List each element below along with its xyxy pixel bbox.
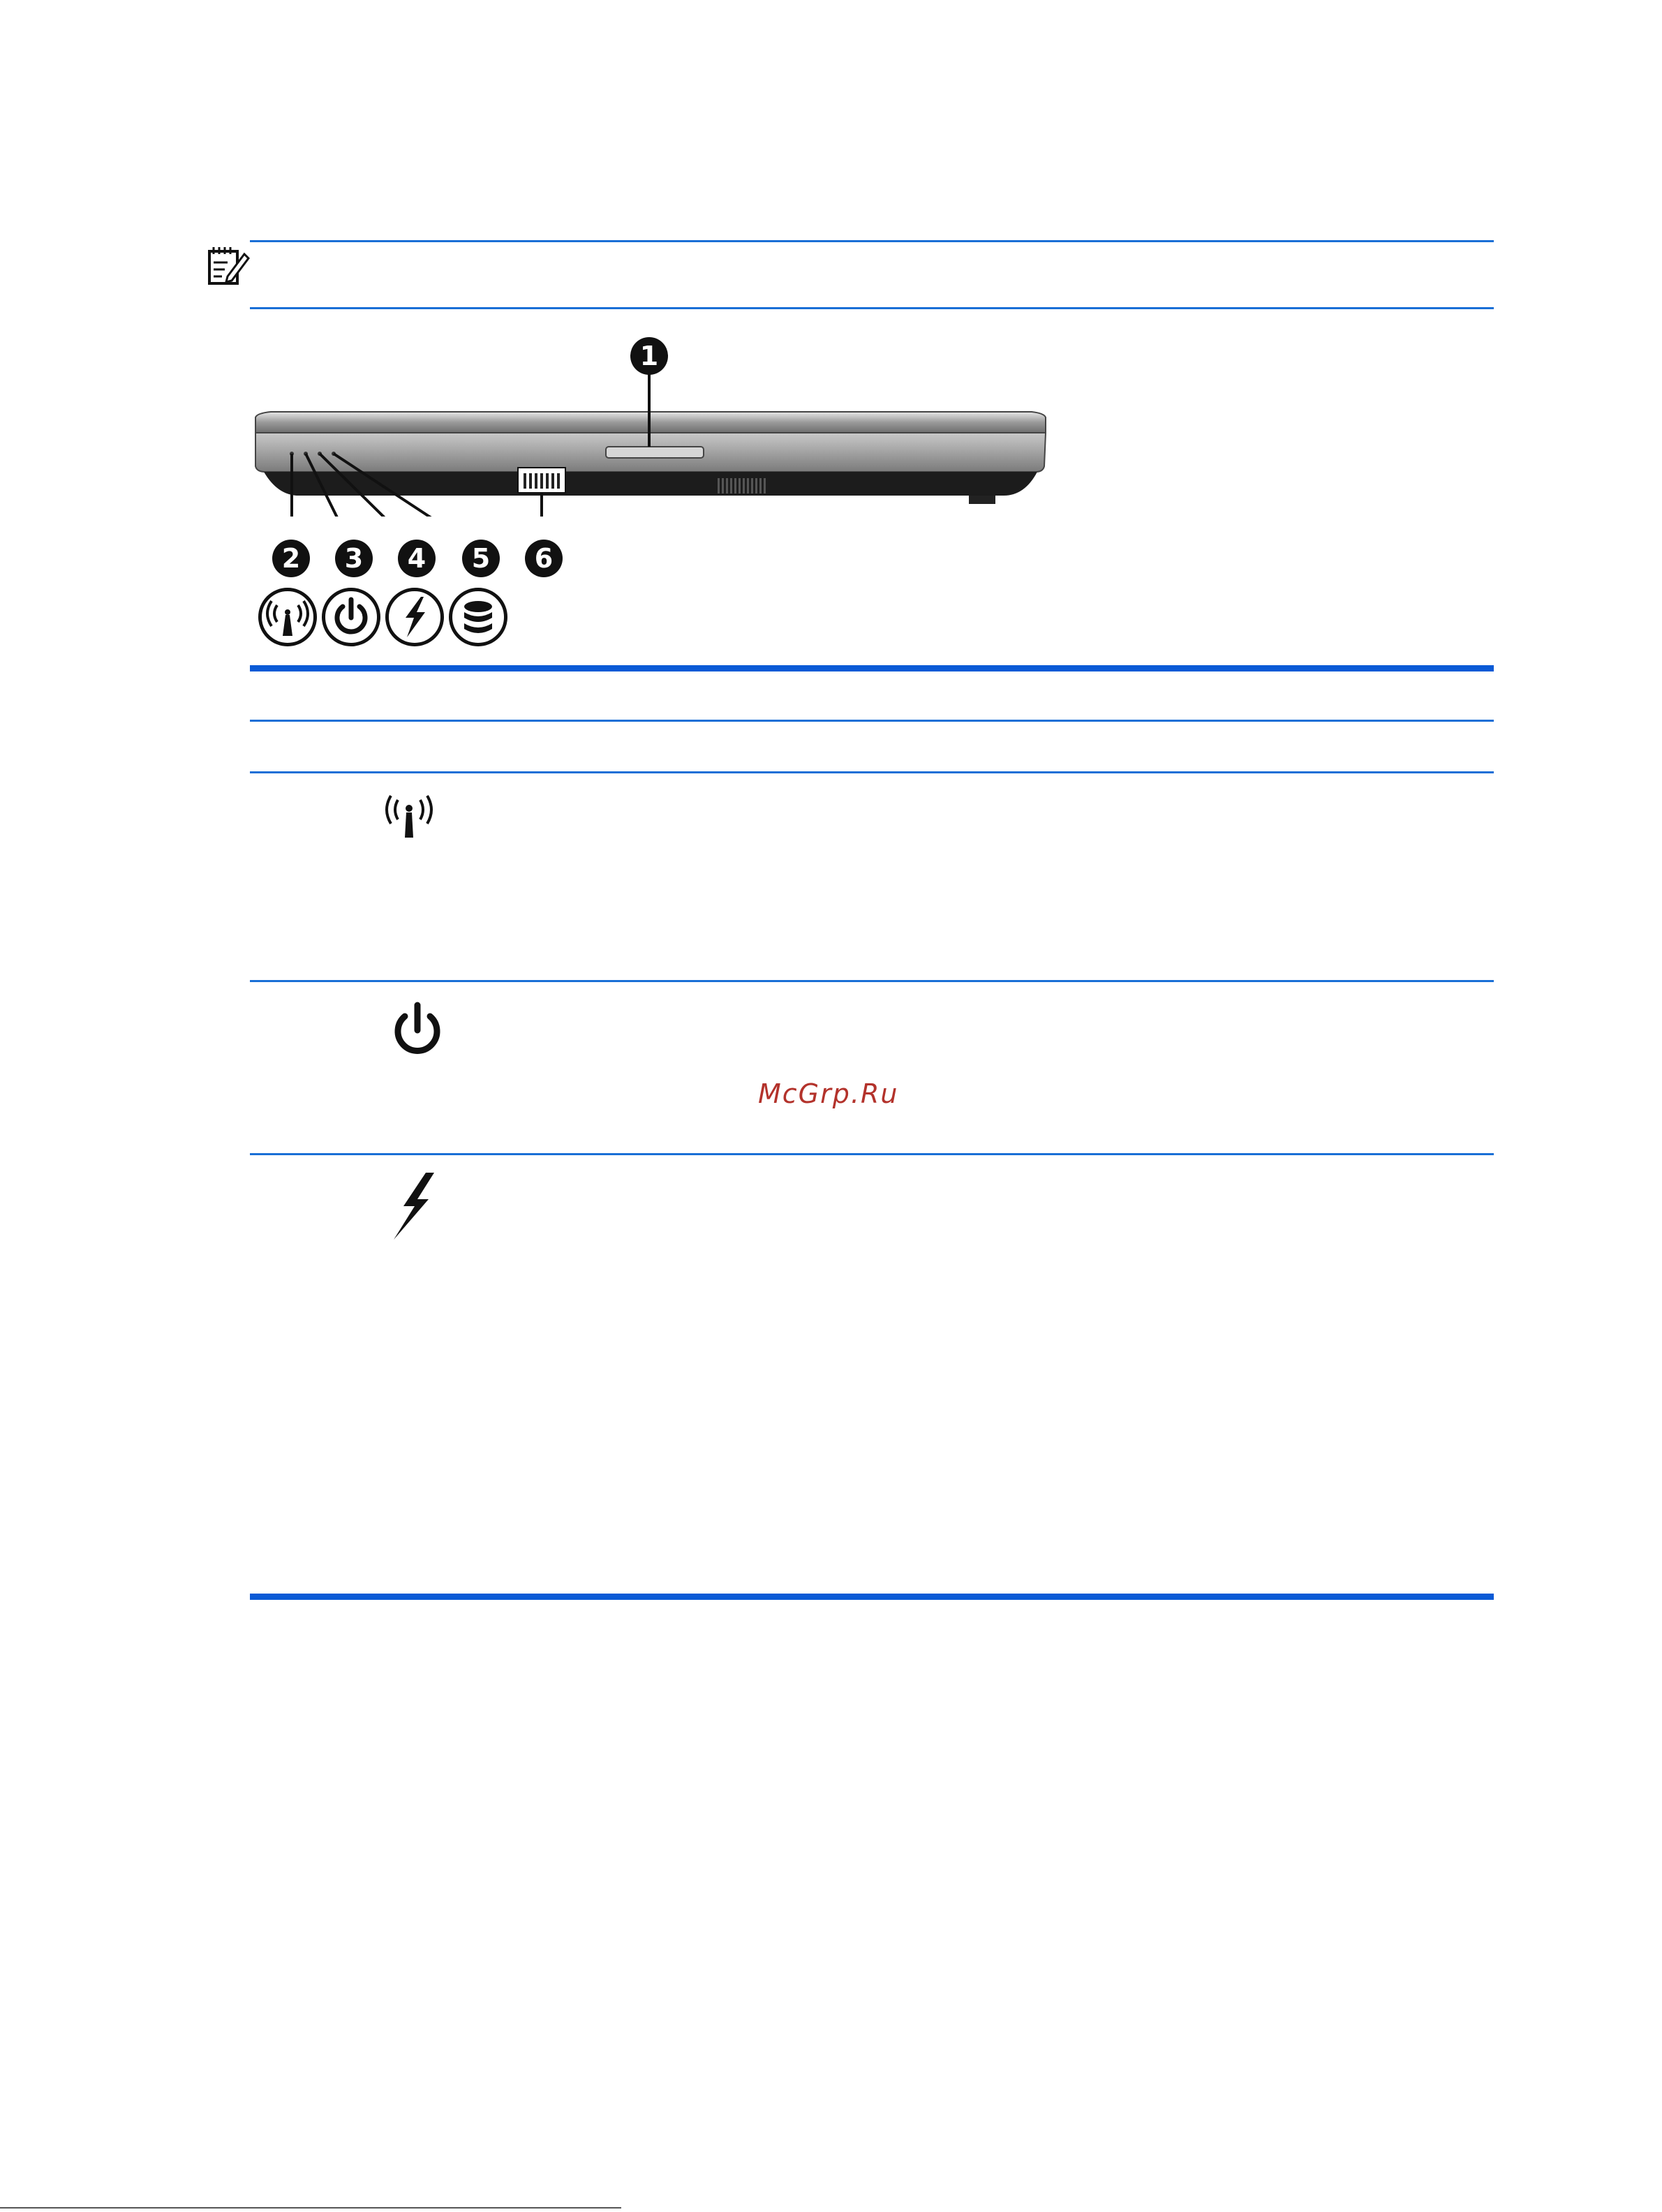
table-bottom-rule	[250, 1594, 1494, 1600]
note-top-rule	[250, 240, 1494, 242]
callout-4: 4	[398, 540, 436, 577]
table-top-rule	[250, 665, 1494, 671]
table-row-rule-1	[250, 771, 1494, 773]
callout-1: 1	[630, 337, 668, 375]
table-row-lightning-icon	[388, 1171, 444, 1241]
note-bottom-rule	[250, 307, 1494, 309]
table-row-rule-2	[250, 980, 1494, 982]
wireless-icon	[258, 588, 317, 646]
watermark-text: McGrp.Ru	[758, 1078, 899, 1109]
callout-5: 5	[462, 540, 500, 577]
table-row-wireless-icon	[381, 793, 437, 843]
callout-3: 3	[335, 540, 373, 577]
callout-6: 6	[525, 540, 563, 577]
callout-2: 2	[272, 540, 310, 577]
power-icon	[322, 588, 380, 646]
table-row-power-icon	[384, 998, 451, 1065]
drive-icon	[449, 588, 507, 646]
footer-rule	[0, 2207, 621, 2209]
lightning-icon	[385, 588, 444, 646]
note-icon	[207, 244, 250, 288]
table-header-rule	[250, 720, 1494, 722]
table-row-rule-3	[250, 1153, 1494, 1155]
